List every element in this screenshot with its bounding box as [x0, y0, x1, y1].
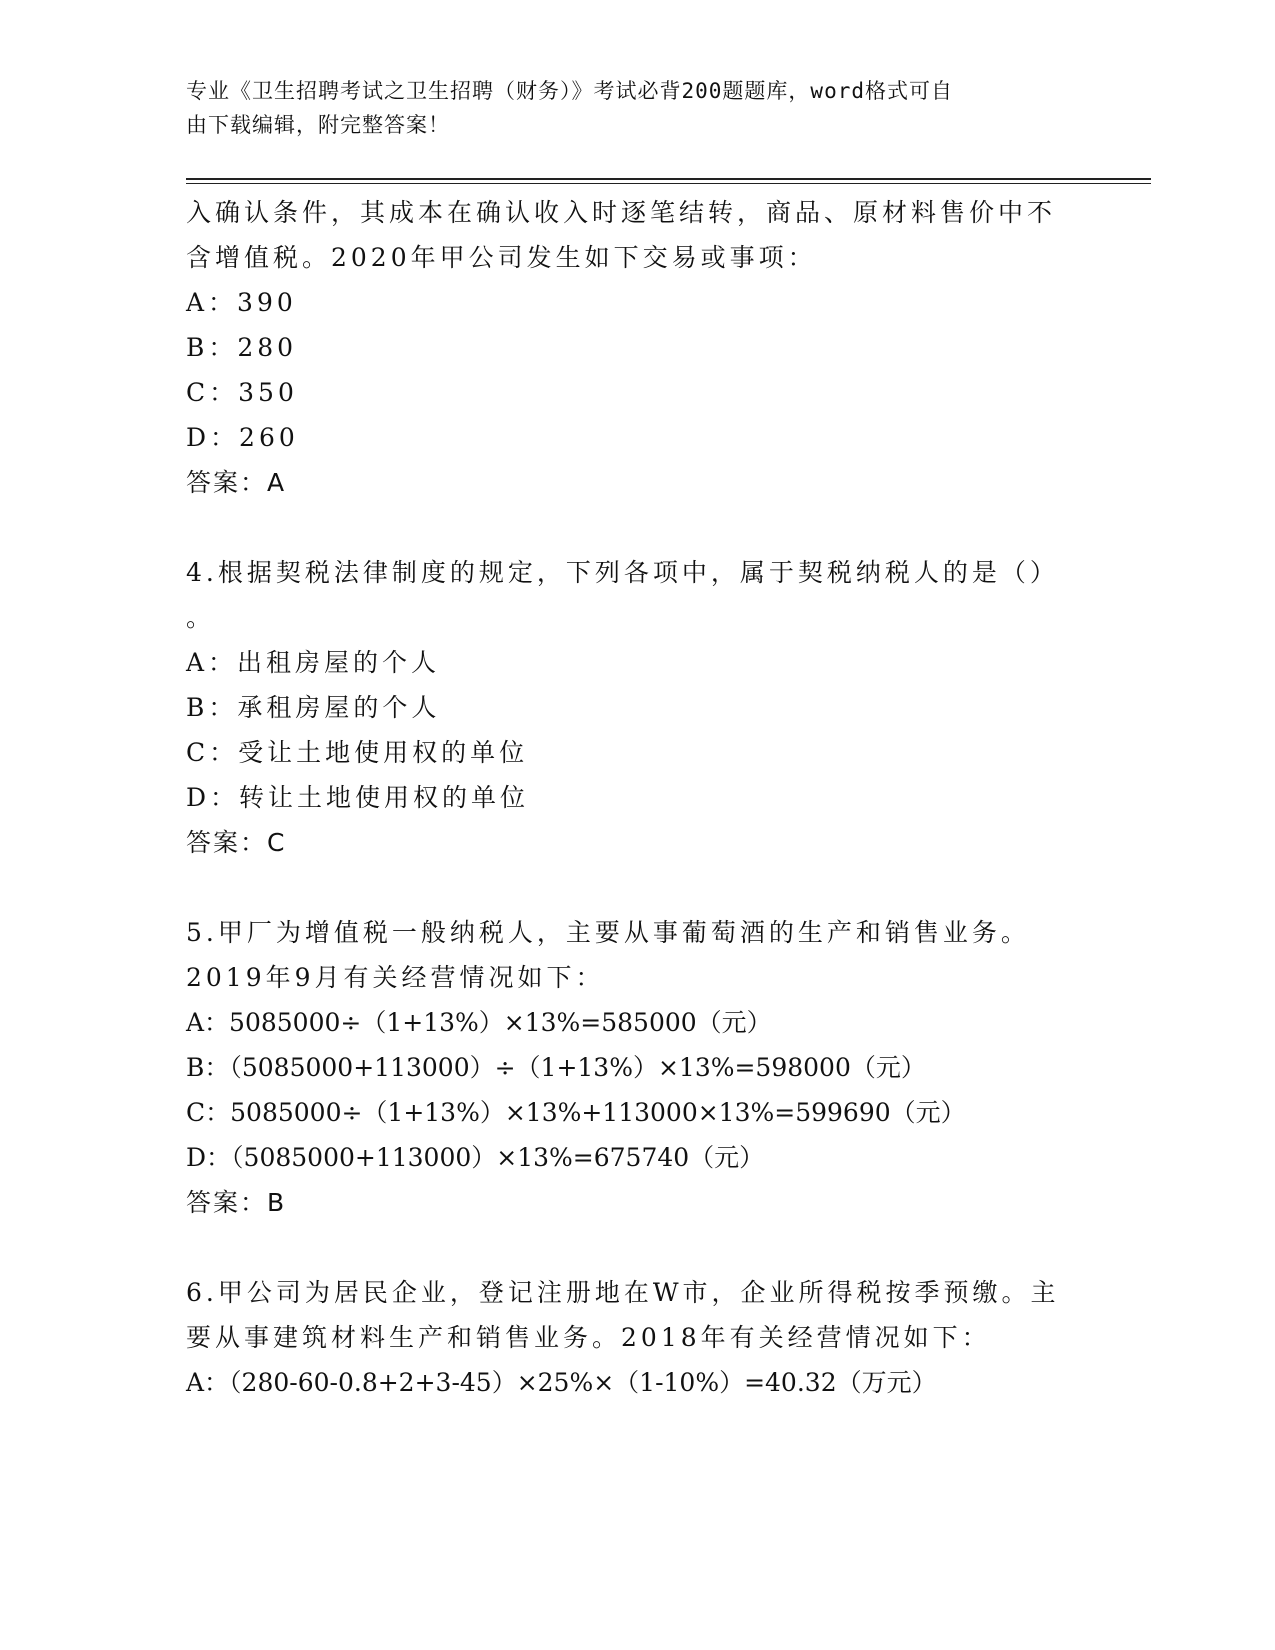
question-5: [186, 910, 1066, 1225]
header-line-1: 专业《卫生招聘考试之卫生招聘（财务）》考试必背200题题库，word格式可自: [186, 79, 953, 103]
document-body: [186, 190, 1066, 1405]
option-d: D：260: [186, 423, 299, 452]
question-4: [186, 550, 1066, 865]
spacer: [186, 1225, 1066, 1270]
header-divider-thick: [186, 178, 1151, 180]
spacer: [186, 505, 1066, 550]
option-b: B：280: [186, 333, 298, 362]
option-c: C：受让土地使用权的单位: [186, 738, 529, 767]
option-a: A：390: [186, 288, 297, 317]
answer: 答案：A: [186, 468, 287, 497]
option-b: B：（5085000+113000）÷（1+13%）×13%=598000（元）: [186, 1053, 926, 1082]
question-text: 含增值税。2020年甲公司发生如下交易或事项：: [186, 243, 817, 272]
answer: 答案：C: [186, 828, 287, 857]
spacer: [186, 865, 1066, 910]
option-c: C：350: [186, 378, 298, 407]
option-a: A：（280-60-0.8+2+3-45）×25%×（1-10%）=40.32（万元）: [186, 1368, 937, 1397]
option-d: D：（5085000+113000）×13%=675740（元）: [186, 1143, 765, 1172]
question-text: 入确认条件，其成本在确认收入时逐笔结转，商品、原材料售价中不: [186, 198, 1057, 227]
header-line-2: 由下载编辑，附完整答案！: [186, 113, 450, 137]
header-divider-thin: [186, 183, 1151, 184]
answer: 答案：B: [186, 1188, 287, 1217]
option-b: B：承租房屋的个人: [186, 693, 441, 722]
question-text: 4.根据契税法律制度的规定，下列各项中，属于契税纳税人的是（）: [186, 558, 1059, 587]
question-text: 2019年9月有关经营情况如下：: [186, 963, 605, 992]
question-text: 6.甲公司为居民企业，登记注册地在W市，企业所得税按季预缴。主: [186, 1278, 1060, 1307]
document-header: [186, 74, 1066, 142]
option-c: C：5085000÷（1+13%）×13%+113000×13%=599690（元）: [186, 1098, 966, 1127]
question-text: 。: [186, 603, 216, 632]
question-3: [186, 190, 1066, 505]
option-a: A：5085000÷（1+13%）×13%=585000（元）: [186, 1008, 772, 1037]
option-a: A：出租房屋的个人: [186, 648, 441, 677]
question-6: [186, 1270, 1066, 1405]
question-text: 5.甲厂为增值税一般纳税人，主要从事葡萄酒的生产和销售业务。: [186, 918, 1030, 947]
question-text: 要从事建筑材料生产和销售业务。2018年有关经营情况如下：: [186, 1323, 991, 1352]
option-d: D：转让土地使用权的单位: [186, 783, 530, 812]
